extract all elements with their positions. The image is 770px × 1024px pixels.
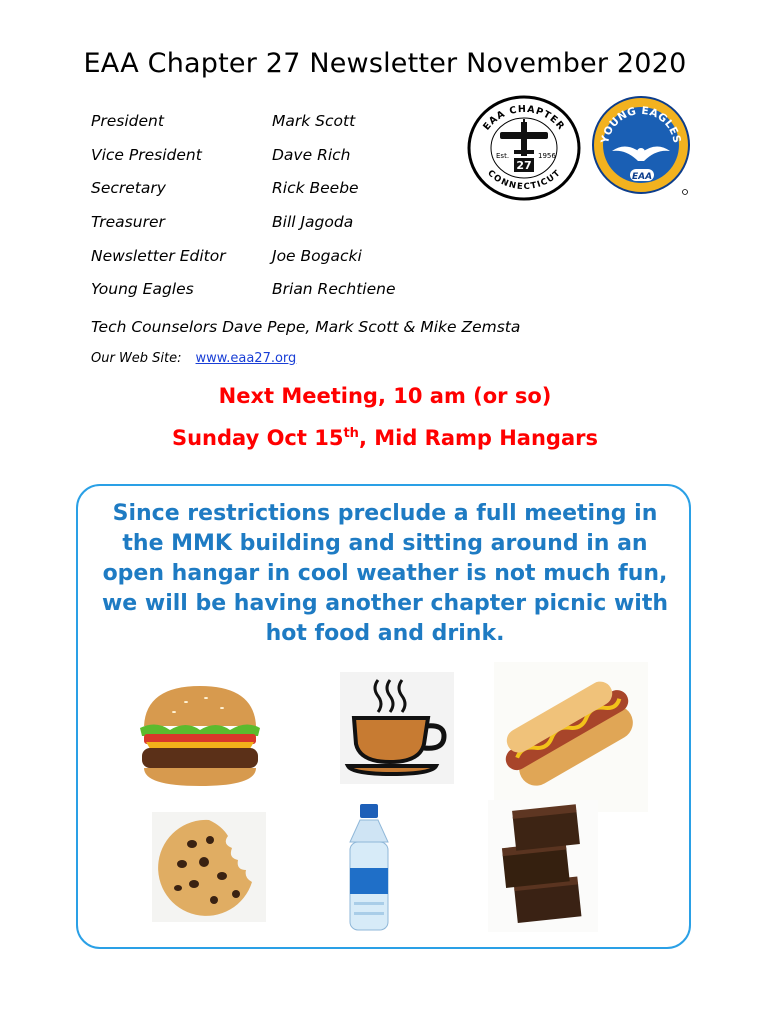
young-eagles-text: YOUNG EAGLES (599, 104, 683, 145)
officer-name: Dave Rich (272, 146, 351, 164)
hotdog-icon (494, 662, 648, 812)
logo-bottom-text: CONNECTICUT (485, 168, 563, 193)
water-bottle-icon (330, 798, 408, 938)
meeting-date-prefix: Sunday Oct 15 (171, 426, 344, 450)
officer-name: Joe Bogacki (272, 247, 362, 265)
logo-top-text: EAA CHAPTER (481, 103, 567, 133)
meeting-date-sup: th (343, 426, 359, 441)
officer-name: Rick Beebe (272, 179, 359, 197)
next-meeting-line: Next Meeting, 10 am (or so) (218, 384, 552, 408)
newsletter-title: EAA Chapter 27 Newsletter November 2020 (83, 48, 687, 79)
officer-role: Vice President (91, 146, 202, 164)
website-link[interactable]: www.eaa27.org (195, 351, 297, 366)
eaa-chapter-27-logo (466, 94, 582, 202)
officer-role: Secretary (91, 179, 166, 197)
logo-est: Est. (496, 152, 510, 160)
coffee-cup-icon (340, 672, 454, 784)
officer-name: Brian Rechtiene (272, 280, 396, 298)
logo-year: 1956 (538, 152, 556, 160)
officer-role: Newsletter Editor (91, 247, 226, 265)
officer-name: Bill Jagoda (272, 213, 354, 231)
meeting-date-line (0, 426, 770, 450)
website-line (91, 351, 296, 366)
officer-role: President (91, 112, 164, 130)
officer-name: Mark Scott (272, 112, 356, 130)
logo-number: 27 (516, 159, 532, 172)
officer-role: Treasurer (91, 213, 165, 231)
hamburger-icon (136, 682, 264, 790)
website-label: Our Web Site: (91, 351, 182, 366)
cookie-icon (152, 812, 266, 922)
eaa-text: EAA (631, 172, 653, 182)
meeting-location: , Mid Ramp Hangars (358, 426, 598, 450)
announcement-text: Since restrictions preclude a full meeting in the MMK building and sitting around in an open hangar in cool weather is not much fun, we will be having another chapter picnic with hot food and drink. (101, 501, 669, 646)
officer-role: Young Eagles (91, 280, 194, 298)
brownies-icon (488, 800, 598, 932)
young-eagles-logo (592, 95, 692, 197)
tech-counselors: Tech Counselors Dave Pepe, Mark Scott & Mike Zemsta (91, 318, 521, 336)
